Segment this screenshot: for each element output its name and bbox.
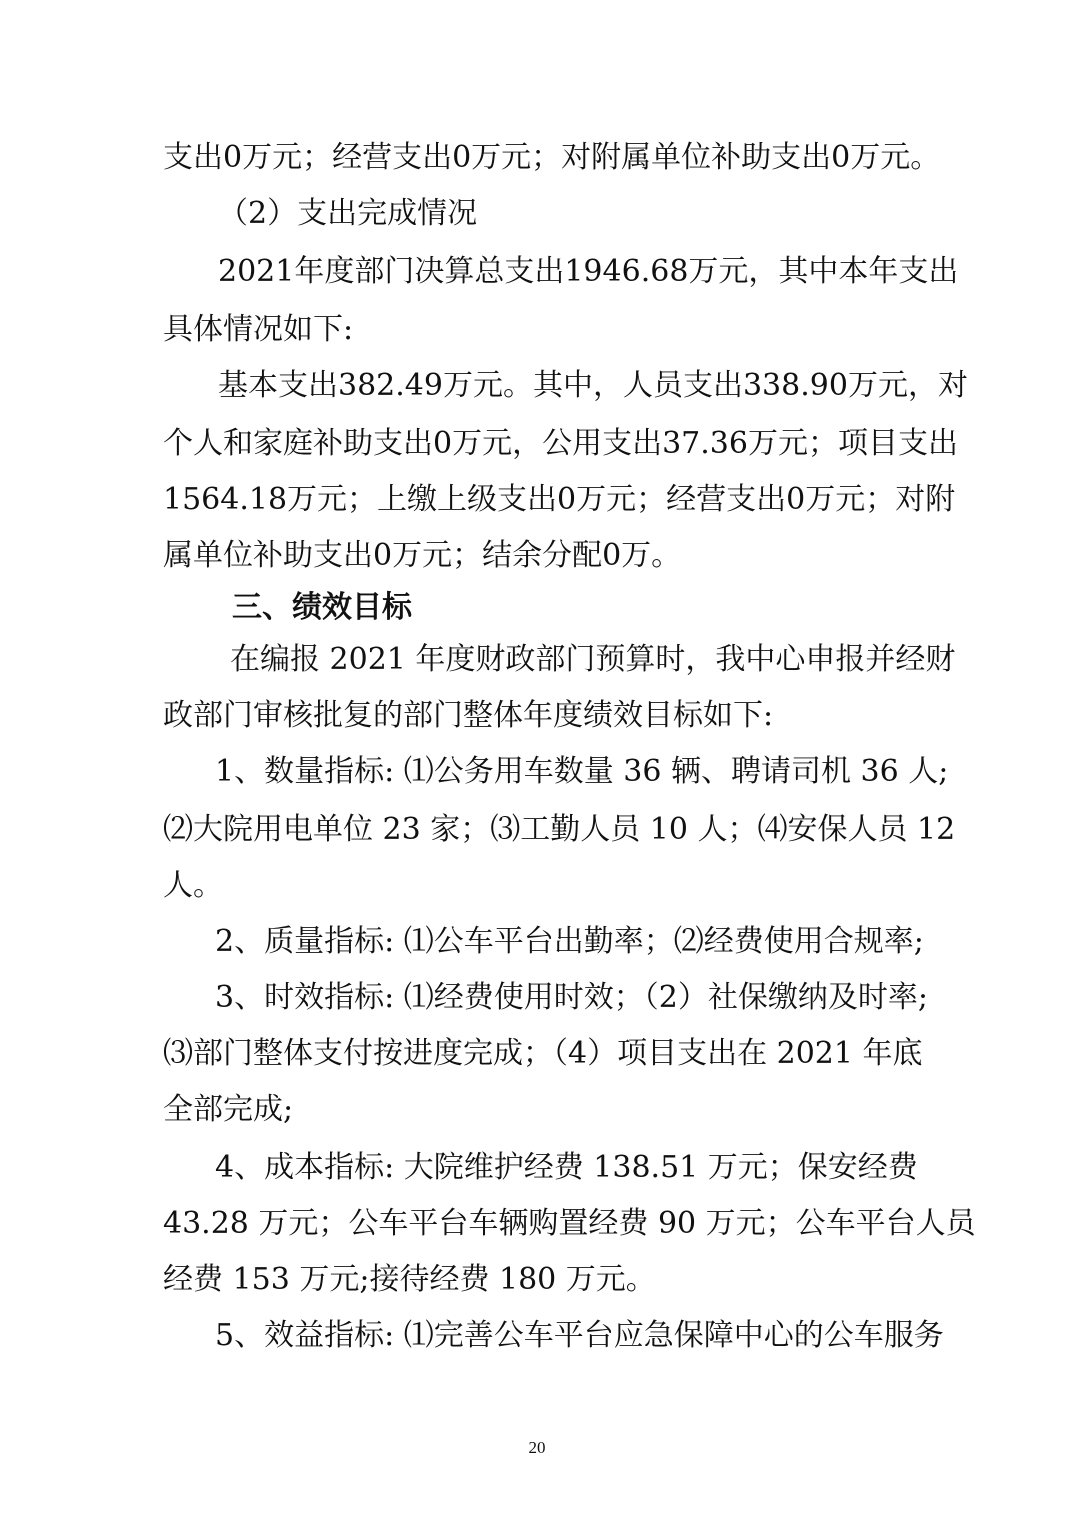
quantity-indicator-line: 人。 [163,868,223,903]
body-text-line: 个人和家庭补助支出0万元，公用支出37.36万元；项目支出 [163,426,958,461]
body-text-line: 政部门审核批复的部门整体年度绩效目标如下: [163,698,774,733]
timeliness-indicator-line: 3、时效指标: ⑴经费使用时效；（2）社保缴纳及时率; [215,980,928,1015]
quality-indicator-line: 2、质量指标: ⑴公车平台出勤率；⑵经费使用合规率; [215,924,924,959]
body-text-line: 1564.18万元；上缴上级支出0万元；经营支出0万元；对附 [163,482,956,517]
timeliness-indicator-line: 全部完成; [163,1092,294,1127]
body-text-line: 具体情况如下: [163,312,354,347]
body-text-line: 2021年度部门决算总支出1946.68万元，其中本年支出 [218,254,959,289]
body-text-line: 属单位补助支出0万元；结余分配0万。 [163,538,682,573]
cost-indicator-line: 4、成本指标: 大院维护经费 138.51 万元；保安经费 [215,1150,918,1185]
cost-indicator-line: 经费 153 万元;接待经费 180 万元。 [163,1262,656,1297]
section-heading: 三、绩效目标 [232,590,412,625]
body-text-line: 在编报 2021 年度财政部门预算时，我中心申报并经财 [230,642,956,677]
quantity-indicator-line: ⑵大院用电单位 23 家；⑶工勤人员 10 人；⑷安保人员 12 [163,812,956,847]
cost-indicator-line: 43.28 万元；公车平台车辆购置经费 90 万元；公车平台人员 [163,1206,976,1241]
body-text-line: 支出0万元；经营支出0万元；对附属单位补助支出0万元。 [163,140,941,175]
body-text-line: 基本支出382.49万元。其中，人员支出338.90万元，对 [218,368,968,403]
quantity-indicator-line: 1、数量指标: ⑴公务用车数量 36 辆、聘请司机 36 人; [215,754,949,789]
timeliness-indicator-line: ⑶部门整体支付按进度完成；（4）项目支出在 2021 年底 [163,1036,923,1071]
section-subheading: （2）支出完成情况 [218,196,478,231]
benefit-indicator-line: 5、效益指标: ⑴完善公车平台应急保障中心的公车服务 [215,1318,944,1353]
page-number: 20 [528,1438,546,1457]
